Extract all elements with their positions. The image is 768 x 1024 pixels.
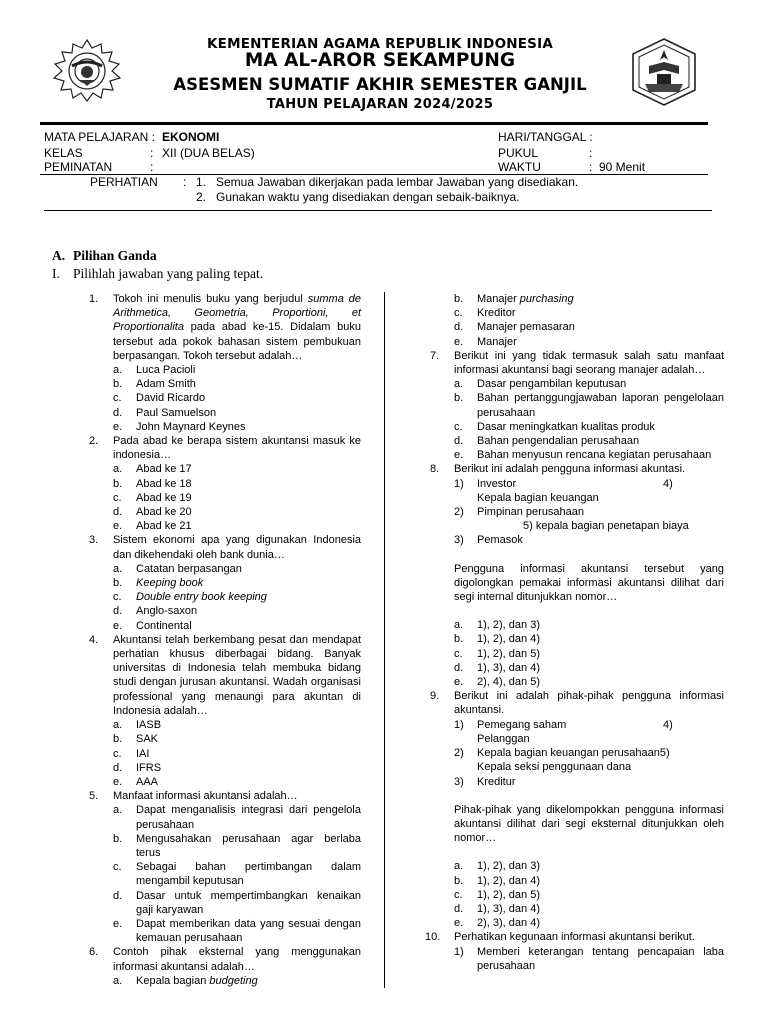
option-c: c. David Ricardo xyxy=(113,392,206,405)
question-6-continued xyxy=(454,292,724,349)
list-item-4: Pelanggan xyxy=(477,732,530,745)
attention-1-number: 1. xyxy=(196,175,207,189)
question-number: 3. xyxy=(89,534,99,547)
class-label: KELAS xyxy=(44,146,83,160)
question-6 xyxy=(89,945,361,988)
question-text: Akuntansi telah berkembang pesat dan mendapat perhatian khusus diberbagai bidang. Banyak universitas di Indonesia telah membuka bidang studi dengan jurusan akuntansi. Wadah organisasi professional yang menaungi para akuntan di Indonesia adalah… xyxy=(113,633,361,717)
question-9 xyxy=(430,689,724,930)
question-4 xyxy=(89,633,361,789)
question-text: Berikut ini adalah pihak-pihak pengguna informasi akuntansi. xyxy=(454,690,724,717)
option-b: b. Keeping book xyxy=(113,577,204,590)
question-text: Manfaat informasi akuntansi adalah… xyxy=(113,790,298,803)
question-stem: Pengguna informasi akuntansi tersebut yang digolongkan pemakai informasi akuntansi dilihat dari segi internal ditunjukkan nomor… xyxy=(454,562,724,604)
option-e: e. Dapat memberikan data yang sesuai dengan kemauan perusahaan xyxy=(113,917,361,945)
time-colon: : xyxy=(589,160,593,174)
madrasah-logo xyxy=(46,36,128,108)
option-c: c. Dasar meningkatkan kualitas produk xyxy=(454,420,655,433)
hour-colon: : xyxy=(589,146,593,160)
column-divider xyxy=(384,292,385,988)
attention-colon: : xyxy=(183,175,187,189)
option-a: a. 1), 2), dan 3) xyxy=(454,860,540,873)
question-1 xyxy=(89,292,361,434)
question-5 xyxy=(89,789,361,945)
list-item-3: 3) Pemasok xyxy=(454,534,523,547)
question-text: Berikut ini adalah pengguna informasi akuntasi. xyxy=(454,463,686,476)
option-d: d. IFRS xyxy=(113,761,162,774)
option-a: a. Dasar pengambilan keputusan xyxy=(454,378,627,391)
question-number: 10. xyxy=(425,931,441,944)
option-d: d. Dasar untuk mempertimbangkan kenaikan gaji karyawan xyxy=(113,889,361,916)
option-e: e. Abad ke 21 xyxy=(113,520,192,533)
question-number: 8. xyxy=(430,463,440,476)
option-e: e. AAA xyxy=(113,775,159,788)
option-d: d. 1), 3), dan 4) xyxy=(454,902,540,915)
section-a-title: Pilihan Ganda xyxy=(73,248,157,263)
ministry-title: KEMENTERIAN AGAMA REPUBLIK INDONESIA xyxy=(207,36,553,52)
attention-label: PERHATIAN xyxy=(90,175,158,189)
question-number: 4. xyxy=(89,633,99,646)
option-d: d. Anglo-saxon xyxy=(113,605,198,618)
question-number: 9. xyxy=(430,690,440,703)
option-b: b. Manajer purchasing xyxy=(454,293,574,305)
questions-left-column xyxy=(89,292,361,988)
day-label: HARI/TANGGAL : xyxy=(498,130,593,144)
option-b: b. Abad ke 18 xyxy=(113,477,192,490)
question-number: 1. xyxy=(89,293,99,305)
ministry-logo xyxy=(627,36,701,108)
option-a: a. Catatan berpasangan xyxy=(113,562,242,575)
option-c: c. Kreditor xyxy=(454,307,516,320)
questions-right-column xyxy=(425,292,724,973)
option-c: c. Double entry book keeping xyxy=(113,591,267,604)
list-item-2: 2) Pimpinan perusahaan xyxy=(454,506,585,519)
option-a: a. 1), 2), dan 3) xyxy=(454,619,540,632)
option-e: e. Manajer xyxy=(454,335,517,348)
question-stem: Pihak-pihak yang dikelompokkan pengguna informasi akuntansi dilihat dari segi eksternal ditunjukkan oleh nomor… xyxy=(454,803,724,845)
subject-label: MATA PELAJARAN : xyxy=(44,130,155,144)
option-d: d. 1), 3), dan 4) xyxy=(454,661,540,674)
question-text: Tokoh ini menulis buku yang berjudul summa de Arithmetica, Geometria, Proportioni, et Proportionalita pada abad ke-15. Didalam buku tersebut ada pokok bahasan sistem pembukuan berpasangan. Tokoh tersebut adalah… xyxy=(113,293,361,362)
section-i-instruction: Pilihlah jawaban yang paling tepat. xyxy=(73,266,264,281)
option-a: a. Dapat menganalisis integrasi dari pengelola perusahaan xyxy=(113,804,361,831)
option-a: a. Abad ke 17 xyxy=(113,463,192,476)
time-value: 90 Menit xyxy=(599,160,646,174)
attention-1-text: Semua Jawaban dikerjakan pada lembar Jawaban yang disediakan. xyxy=(216,175,579,189)
major-colon: : xyxy=(150,160,154,174)
option-c: c. 1), 2), dan 5) xyxy=(454,647,540,660)
question-3 xyxy=(89,533,361,632)
attention-2-number: 2. xyxy=(196,190,207,204)
hour-label: PUKUL xyxy=(498,146,539,160)
list-item-1: 1) Memberi keterangan tentang pencapaian laba perusahaan xyxy=(454,945,724,972)
question-number: 7. xyxy=(430,349,440,362)
option-b: b. Bahan pertanggungjawaban laporan pengelolaan perusahaan xyxy=(454,392,724,419)
list-item-4: Kepala bagian keuangan xyxy=(477,491,599,504)
question-text: Contoh pihak eksternal yang menggunakan informasi akuntansi adalah… xyxy=(113,946,361,973)
question-number: 2. xyxy=(89,435,99,448)
question-10 xyxy=(425,930,724,973)
question-number: 5. xyxy=(89,790,99,803)
list-item-3: 3) Kreditur xyxy=(454,775,516,788)
option-d: d. Bahan pengendalian perusahaan xyxy=(454,435,640,448)
subject-value: EKONOMI xyxy=(162,130,220,144)
option-d: d. Manajer pemasaran xyxy=(454,321,575,334)
question-2 xyxy=(89,434,361,533)
header-divider xyxy=(40,122,708,125)
option-b: b. Mengusahakan perusahaan agar berlaba terus xyxy=(113,832,361,859)
section-i-roman: I. xyxy=(52,266,60,281)
time-label: WAKTU xyxy=(498,160,541,174)
option-e: e. John Maynard Keynes xyxy=(113,420,246,433)
option-b: b. Adam Smith xyxy=(113,378,196,391)
option-c: c. Sebagai bahan pertimbangan dalam mengambil keputusan xyxy=(113,861,361,888)
option-c: c. IAI xyxy=(113,747,150,760)
option-a: a. IASB xyxy=(113,719,162,732)
question-number: 6. xyxy=(89,946,99,959)
list-item-1: 1) Pemegang saham 4) xyxy=(454,718,673,731)
option-b: b. SAK xyxy=(113,733,159,746)
question-text: Pada abad ke berapa sistem akuntansi masuk ke indonesia… xyxy=(113,435,361,462)
option-e: e. 2), 4), dan 5) xyxy=(454,676,540,689)
academic-year: TAHUN PELAJARAN 2024/2025 xyxy=(266,97,494,112)
option-d: d. Paul Samuelson xyxy=(113,406,217,419)
list-item-2: 2) Kepala bagian keuangan perusahaan5) xyxy=(454,747,670,760)
class-colon: : xyxy=(150,146,154,160)
option-a: a. Luca Pacioli xyxy=(113,364,196,377)
class-value: XII (DUA BELAS) xyxy=(162,146,255,160)
question-text: Perhatikan kegunaan informasi akuntansi berikut. xyxy=(454,931,695,944)
question-8 xyxy=(430,462,724,689)
info-divider-bottom xyxy=(44,210,712,211)
list-item-5: 5) kepala bagian penetapan biaya xyxy=(523,520,689,533)
option-c: c. 1), 2), dan 5) xyxy=(454,888,540,901)
list-item-1: 1) Investor 4) xyxy=(454,477,673,490)
school-name: MA AL-AROR SEKAMPUNG xyxy=(244,50,516,71)
attention-2-text: Gunakan waktu yang disediakan dengan sebaik-baiknya. xyxy=(216,190,520,204)
question-text: Sistem ekonomi apa yang digunakan Indonesia dan dikehendaki oleh bank dunia… xyxy=(113,534,361,561)
section-a-letter: A. xyxy=(52,248,66,263)
option-b: b. 1), 2), dan 4) xyxy=(454,633,540,646)
list-item-5: Kepala seksi penggunaan dana xyxy=(477,761,632,774)
option-a: a. Kepala bagian budgeting xyxy=(113,974,258,987)
option-d: d. Abad ke 20 xyxy=(113,506,192,519)
question-text: Berikut ini yang tidak termasuk salah satu manfaat informasi akuntansi bagi seorang manajer adalah… xyxy=(454,349,724,377)
option-c: c. Abad ke 19 xyxy=(113,491,192,504)
question-7 xyxy=(430,349,724,463)
option-e: e. Bahan menyusun rencana kegiatan perusahaan xyxy=(454,449,712,462)
option-e: e. 2), 3), dan 4) xyxy=(454,917,540,930)
exam-title: ASESMEN SUMATIF AKHIR SEMESTER GANJIL xyxy=(173,75,587,94)
option-b: b. 1), 2), dan 4) xyxy=(454,874,540,887)
major-label: PEMINATAN xyxy=(44,160,113,174)
option-e: e. Continental xyxy=(113,619,192,632)
